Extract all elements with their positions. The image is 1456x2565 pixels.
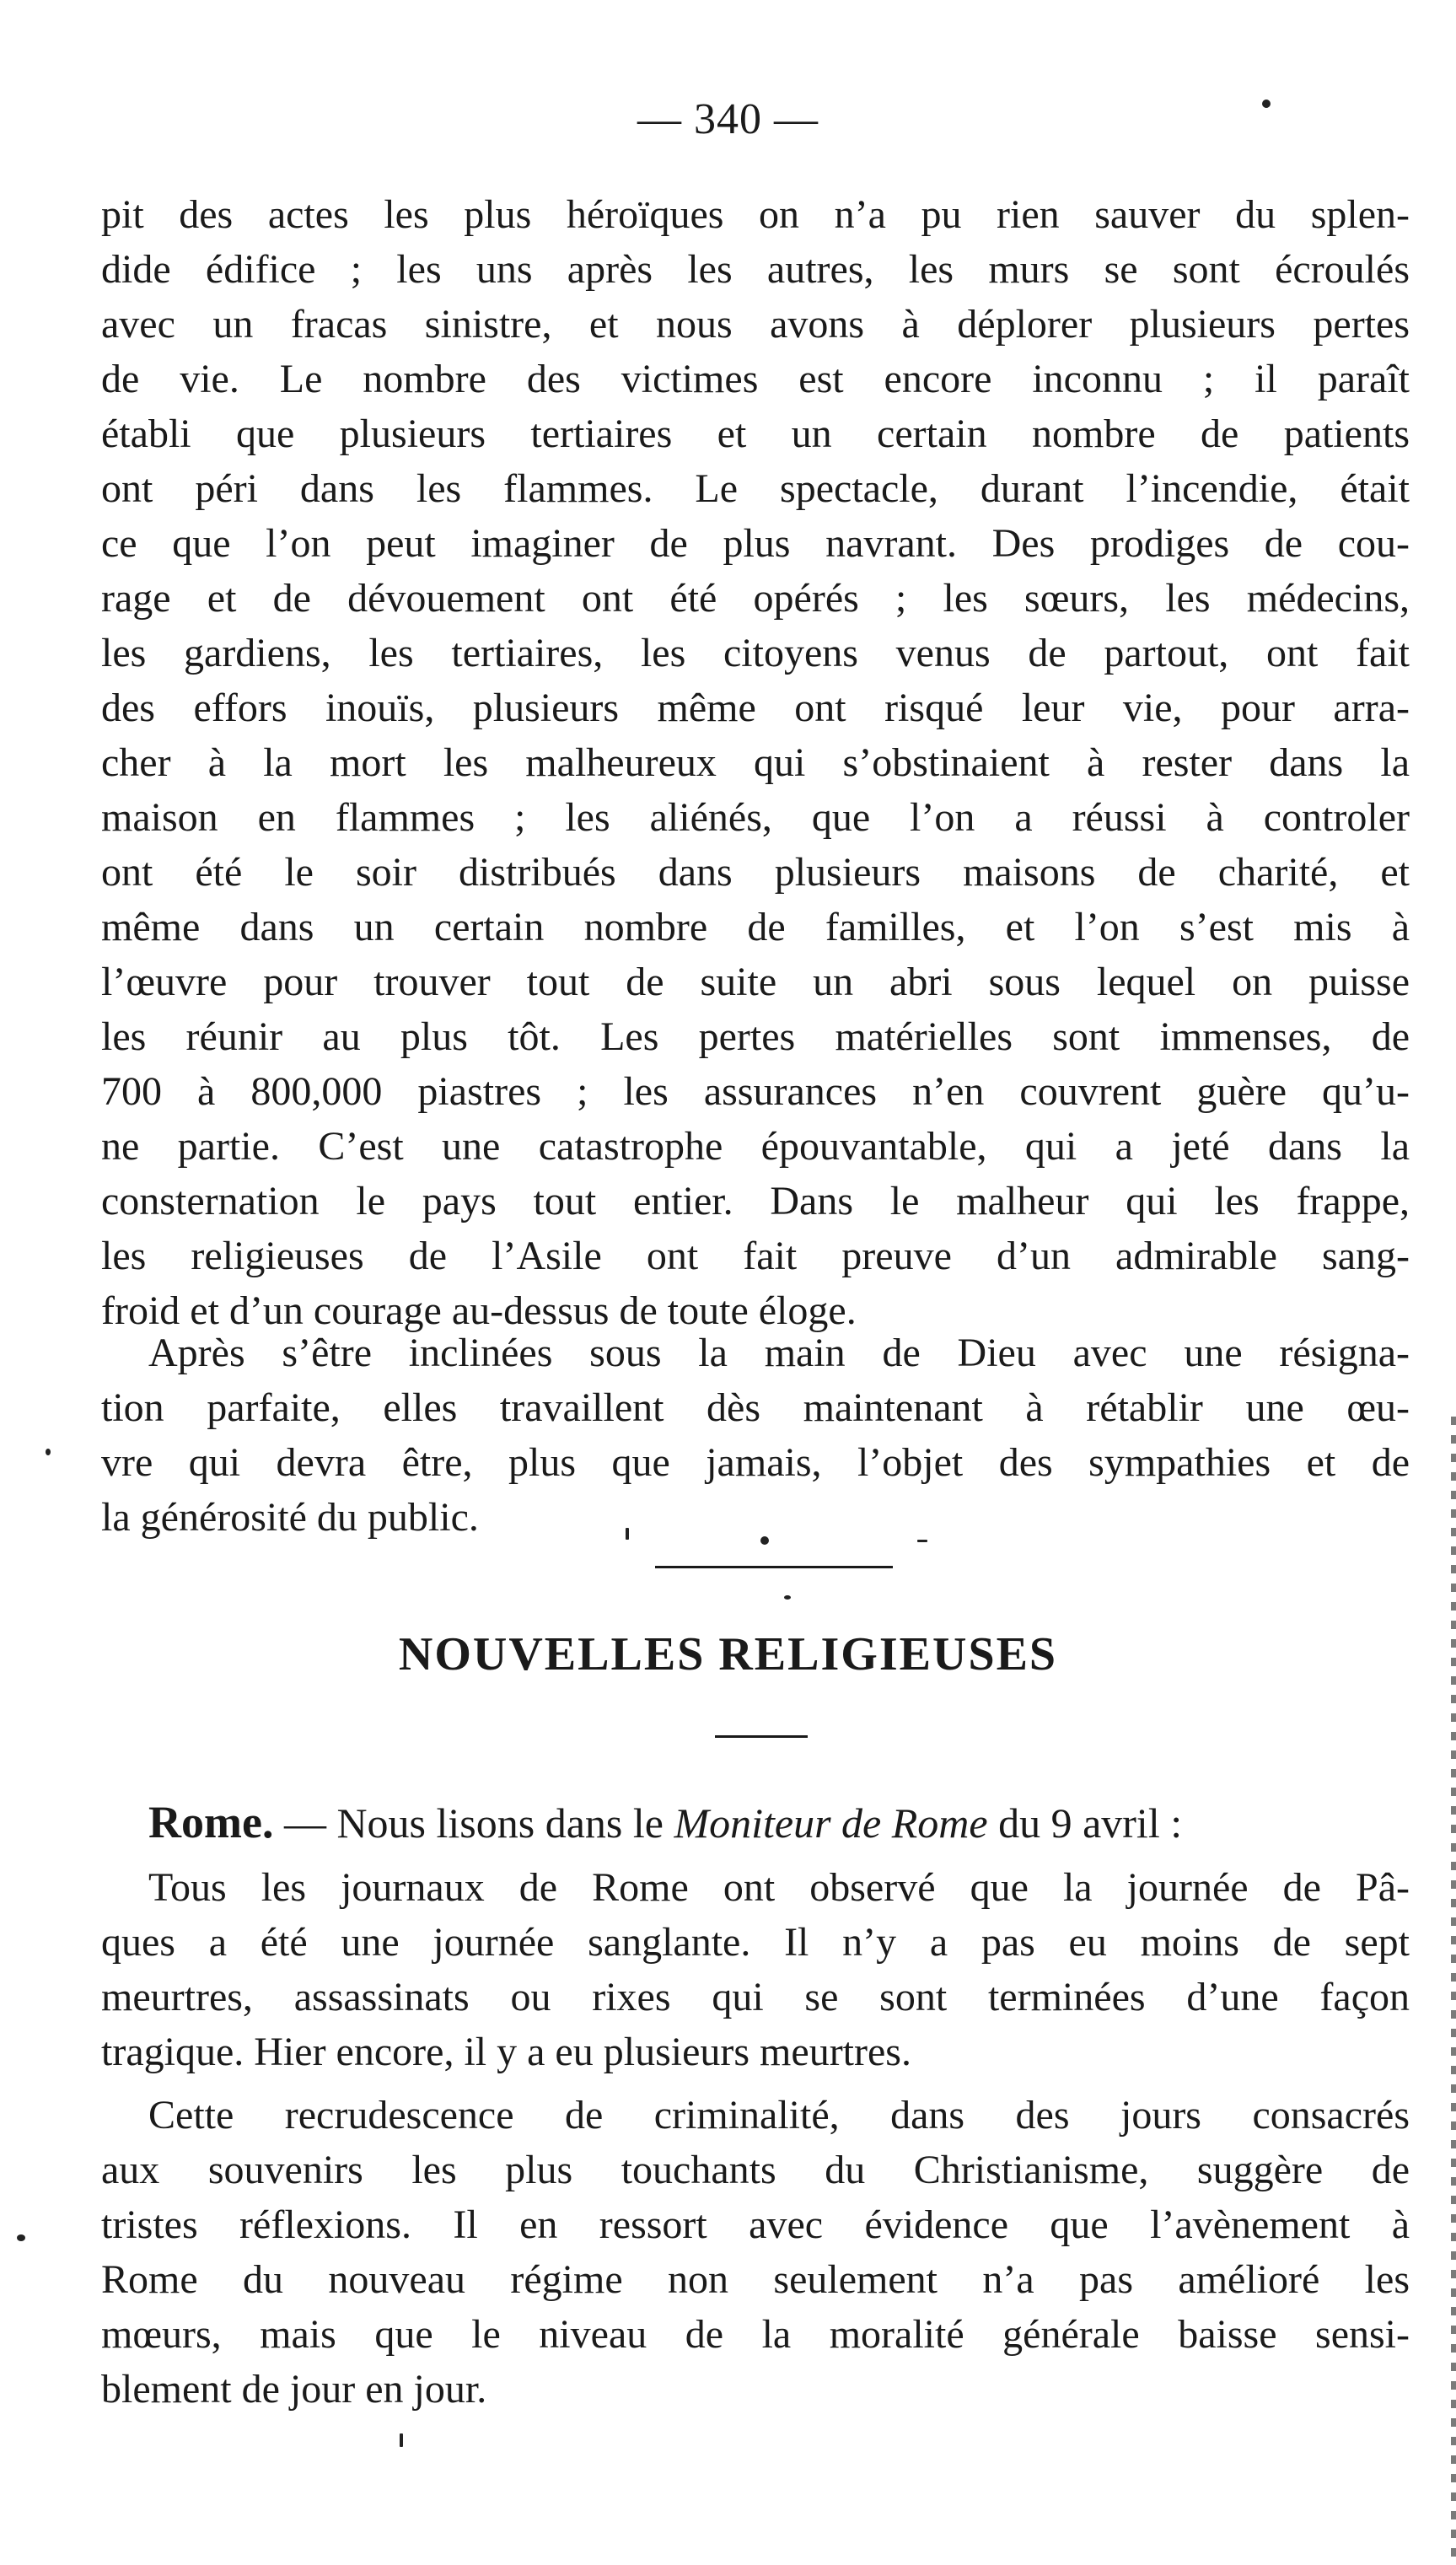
text-line: les religieuses de l’Asile ont fait preuve d’un admirable sang- [101,1234,1410,1278]
heading-underline [715,1735,808,1738]
text-line: de vie. Le nombre des victimes est encore inconnu ; il paraît [101,357,1410,401]
text-line: maison en flammes ; les aliénés, que l’on a réussi à controler [101,795,1410,840]
text-line: établi que plusieurs tertiaires et un certain nombre de patients [101,411,1410,456]
news-intro [148,1796,1182,1848]
text-line: froid et d’un courage au-dessus de toute éloge. [101,1288,857,1333]
text-line: Rome du nouveau régime non seulement n’a pas amélioré les [101,2257,1410,2302]
text-line: tragique. Hier encore, il y a eu plusieurs meurtres. [101,2030,911,2074]
text-line: ques a été une journée sanglante. Il n’y a pas eu moins de sept [101,1920,1410,1965]
scan-speck [917,1540,927,1542]
text-line: consternation le pays tout entier. Dans le malheur qui les frappe, [101,1179,1410,1223]
text-line: Cette recrudescence de criminalité, dans des jours consacrés [148,2093,1410,2138]
section-heading: NOUVELLES RELIGIEUSES [398,1628,1058,1680]
text-line: vre qui devra être, plus que jamais, l’objet des sympathies et de [101,1440,1410,1485]
text-line: tristes réflexions. Il en ressort avec évidence que l’avènement à [101,2202,1410,2247]
text-line: dide édifice ; les uns après les autres, les murs se sont écroulés [101,247,1410,292]
text-line: 700 à 800,000 piastres ; les assurances n’en couvrent guère qu’u- [101,1069,1410,1114]
text-line: les réunir au plus tôt. Les pertes matérielles sont immenses, de [101,1014,1410,1059]
text-line: ne partie. C’est une catastrophe épouvantable, qui a jeté dans la [101,1124,1410,1169]
news-place: Rome. [148,1797,274,1847]
text-line: la générosité du public. [101,1495,479,1540]
text-line: pit des actes les plus héroïques on n’a pu rien sauver du splen- [101,192,1410,237]
paragraph-resignation [101,1326,1410,1545]
paragraph-criminality [101,2088,1410,2417]
section-divider [655,1566,893,1568]
news-source: Moniteur de Rome [674,1799,988,1847]
scan-speck [760,1536,769,1545]
text-line: blement de jour en jour. [101,2367,487,2412]
text-line: des effors inouïs, plusieurs même ont risqué leur vie, pour arra- [101,686,1410,730]
news-date: du 9 avril : [987,1799,1183,1847]
scan-speck [17,2234,25,2241]
text-line: Tous les journaux de Rome ont observé que la journée de Pâ- [148,1865,1410,1910]
scan-speck [46,1449,51,1455]
text-line: même dans un certain nombre de familles, et l’on s’est mis à [101,905,1410,949]
text-line: aux souvenirs les plus touchants du Christianisme, suggère de [101,2148,1410,2192]
scan-speck [400,2433,403,2447]
text-line: ce que l’on peut imaginer de plus navrant. Des prodiges de cou- [101,521,1410,566]
text-line: tion parfaite, elles travaillent dès maintenant à rétablir une œu- [101,1385,1410,1430]
text-line: avec un fracas sinistre, et nous avons à déplorer plusieurs pertes [101,302,1410,347]
page-number: — 340 — [637,95,819,143]
paragraph-asylum-fire [101,187,1410,1338]
text-line: cher à la mort les malheureux qui s’obstinaient à rester dans la [101,740,1410,785]
text-line: ont péri dans les flammes. Le spectacle, durant l’incendie, était [101,466,1410,511]
text-line: ont été le soir distribués dans plusieurs maisons de charité, et [101,850,1410,895]
text-line: mœurs, mais que le niveau de la moralité générale baisse sensi- [101,2312,1410,2357]
news-intro-text: — Nous lisons dans le [273,1799,674,1847]
scan-speck [626,1528,629,1540]
text-line: rage et de dévouement ont été opérés ; les sœurs, les médecins, [101,576,1410,621]
scan-edge-shadow [1451,1417,1456,2563]
text-line: les gardiens, les tertiaires, les citoyens venus de partout, ont fait [101,631,1410,675]
scan-speck [784,1595,791,1600]
paragraph-easter-murders [101,1860,1410,2079]
text-line: l’œuvre pour trouver tout de suite un abri sous lequel on puisse [101,960,1410,1004]
text-line: meurtres, assassinats ou rixes qui se sont terminées d’une façon [101,1975,1410,2019]
scan-speck [1262,99,1271,108]
text-line: Après s’être inclinées sous la main de Dieu avec une résigna- [148,1331,1410,1375]
